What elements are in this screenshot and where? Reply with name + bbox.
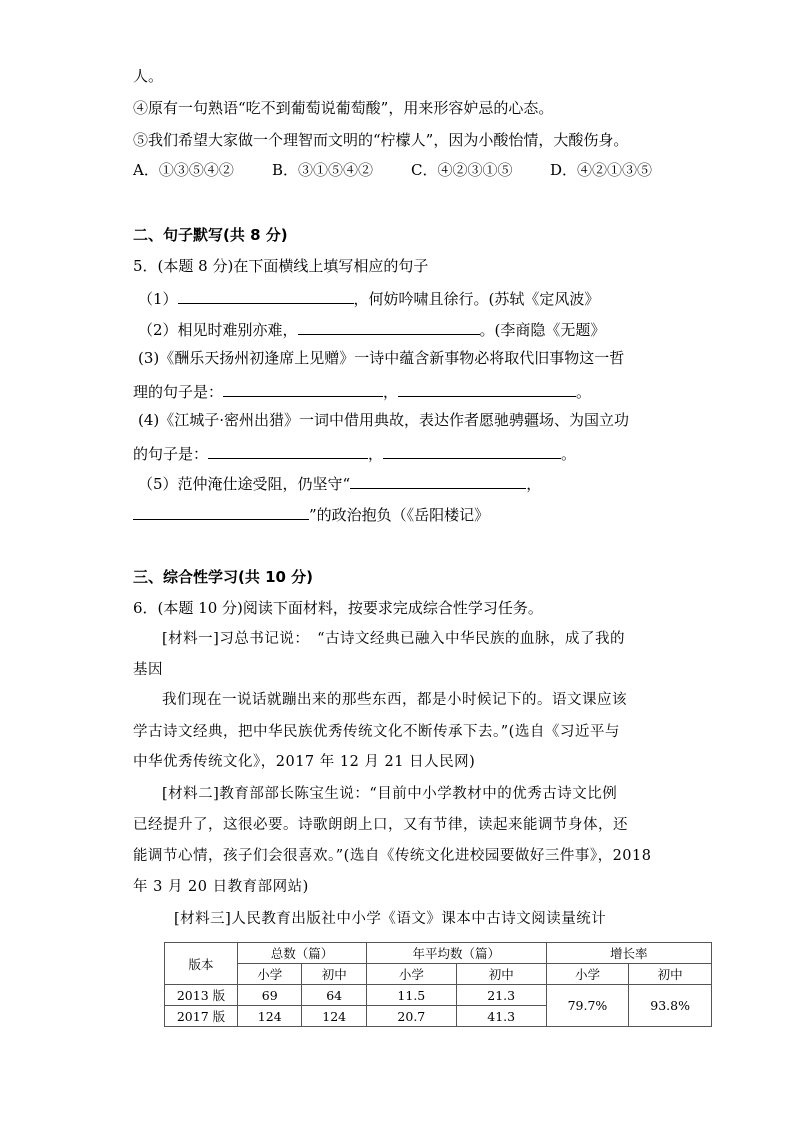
item-5-prefix: （5）范仲淹仕途受阻，仍坚守“	[138, 475, 351, 493]
section-2-heading: 二、句子默写(共 8 分)	[133, 226, 288, 244]
header-growth: 增长率	[546, 943, 711, 964]
q5-item-2	[138, 318, 605, 340]
table-cell: 64	[302, 985, 366, 1006]
table-cell: 124	[238, 1006, 302, 1027]
material-2-line-2: 已经提升了，这很必要。诗歌朗朗上口，又有节律，读起来能调节身体，还	[133, 817, 628, 833]
header-version: 版本	[165, 943, 238, 985]
material-2-line-3: 能调节心情，孩子们会很喜欢。”(选自《传统文化进校园要做好三件事》，2018	[133, 848, 652, 864]
blank-5b[interactable]	[133, 503, 309, 520]
sub-header: 初中	[629, 964, 712, 985]
q5-item-5-line-2	[133, 503, 489, 525]
table-cell: 41.3	[456, 1006, 546, 1027]
sub-header: 小学	[546, 964, 629, 985]
q5-prompt: 5．(本题 8 分)在下面横线上填写相应的句子	[133, 257, 429, 275]
q5-item-4-line-1: (4)《江城子·密州出猎》一词中借用典故，表达作者愿驰骋疆场、为国立功	[138, 411, 630, 429]
item-2-prefix: （2）相见时难别亦难，	[138, 321, 298, 339]
material-1-line-4: 学古诗文经典，把中华民族优秀传统文化不断传承下去。”(选自《习近平与	[133, 724, 620, 740]
sub-header: 初中	[302, 964, 366, 985]
material-2-line-1: [材料二]教育部部长陈宝生说：“目前中小学教材中的优秀古诗文比例	[162, 786, 618, 802]
blank-5a[interactable]	[350, 472, 526, 489]
item-3-comma: ，	[383, 383, 399, 401]
item-1-prefix: （1）	[138, 290, 178, 308]
blank-4b[interactable]	[383, 442, 561, 459]
q5-item-3-line-1: (3)《酬乐天扬州初逢席上见赠》一诗中蕴含新事物必将取代旧事物这一哲	[138, 349, 625, 367]
blank-4a[interactable]	[208, 442, 368, 459]
q4-line-1: 人。	[133, 67, 164, 85]
material-1-line-5: 中华优秀传统文化》，2017 年 12 月 21 日人民网)	[133, 754, 476, 770]
blank-2[interactable]	[298, 318, 480, 335]
q5-item-1	[138, 287, 599, 309]
table-cell: 124	[302, 1006, 366, 1027]
growth-middle: 93.8%	[629, 985, 712, 1027]
item-5-comma: ，	[526, 475, 542, 493]
option-a: A．①③⑤④②	[133, 161, 234, 179]
option-c: C．④②③①⑤	[411, 161, 513, 179]
header-avg: 年平均数（篇）	[366, 943, 546, 964]
table-cell: 21.3	[456, 985, 546, 1006]
material-1-line-3: 我们现在一说话就蹦出来的那些东西，都是小时候记下的。语文课应该	[162, 692, 627, 708]
section-3-heading: 三、综合性学习(共 10 分)	[133, 568, 314, 586]
sub-header: 小学	[238, 964, 302, 985]
item-4-comma: ，	[368, 445, 384, 463]
q6-prompt: 6．(本题 10 分)阅读下面材料，按要求完成综合性学习任务。	[133, 599, 543, 617]
item-3-period: 。	[576, 383, 592, 401]
material-1-line-2: 基因	[133, 662, 163, 678]
item-5-suffix: ”的政治抱负（《岳阳楼记》	[309, 506, 490, 524]
option-b: B．③①⑤④②	[272, 161, 374, 179]
table-cell: 69	[238, 985, 302, 1006]
reading-stats-table	[164, 942, 712, 1027]
version-cell: 2017 版	[165, 1006, 238, 1027]
blank-3a[interactable]	[223, 380, 383, 397]
item-2-suffix: 。(李商隐《无题》	[479, 321, 606, 339]
q4-line-3: ⑤我们希望大家做一个理智而文明的“柠檬人”，因为小酸怡情，大酸伤身。	[133, 131, 629, 149]
sub-header: 小学	[366, 964, 456, 985]
option-d: D．④②①③⑤	[550, 161, 653, 179]
material-2-line-4: 年 3 月 20 日教育部网站)	[133, 879, 309, 895]
sub-header: 初中	[456, 964, 546, 985]
table-cell: 20.7	[366, 1006, 456, 1027]
growth-primary: 79.7%	[546, 985, 629, 1027]
material-3-title: [材料三]人民教育出版社中小学《语文》课本中古诗文阅读量统计	[174, 911, 607, 927]
header-total: 总数（篇）	[238, 943, 367, 964]
item-1-suffix: ，何妨吟啸且徐行。(苏轼《定风波》	[353, 290, 600, 308]
q4-options	[133, 160, 689, 180]
item-4-period: 。	[561, 445, 577, 463]
q4-line-2: ④原有一句熟语“吃不到葡萄说葡萄酸”，用来形容妒忌的心态。	[133, 99, 554, 117]
material-1-line-1: [材料一]习总书记说： “古诗文经典已融入中华民族的血脉，成了我的	[162, 631, 625, 647]
blank-3b[interactable]	[398, 380, 576, 397]
q5-item-4-line-2	[133, 442, 576, 464]
q5-item-5-line-1	[138, 472, 541, 494]
table-cell: 11.5	[366, 985, 456, 1006]
q5-item-3-line-2	[133, 380, 591, 402]
item-4-prefix: 的句子是：	[133, 445, 209, 463]
table-row	[165, 985, 712, 1006]
version-cell: 2013 版	[165, 985, 238, 1006]
blank-1[interactable]	[178, 287, 354, 304]
item-3-prefix: 理的句子是：	[133, 383, 224, 401]
